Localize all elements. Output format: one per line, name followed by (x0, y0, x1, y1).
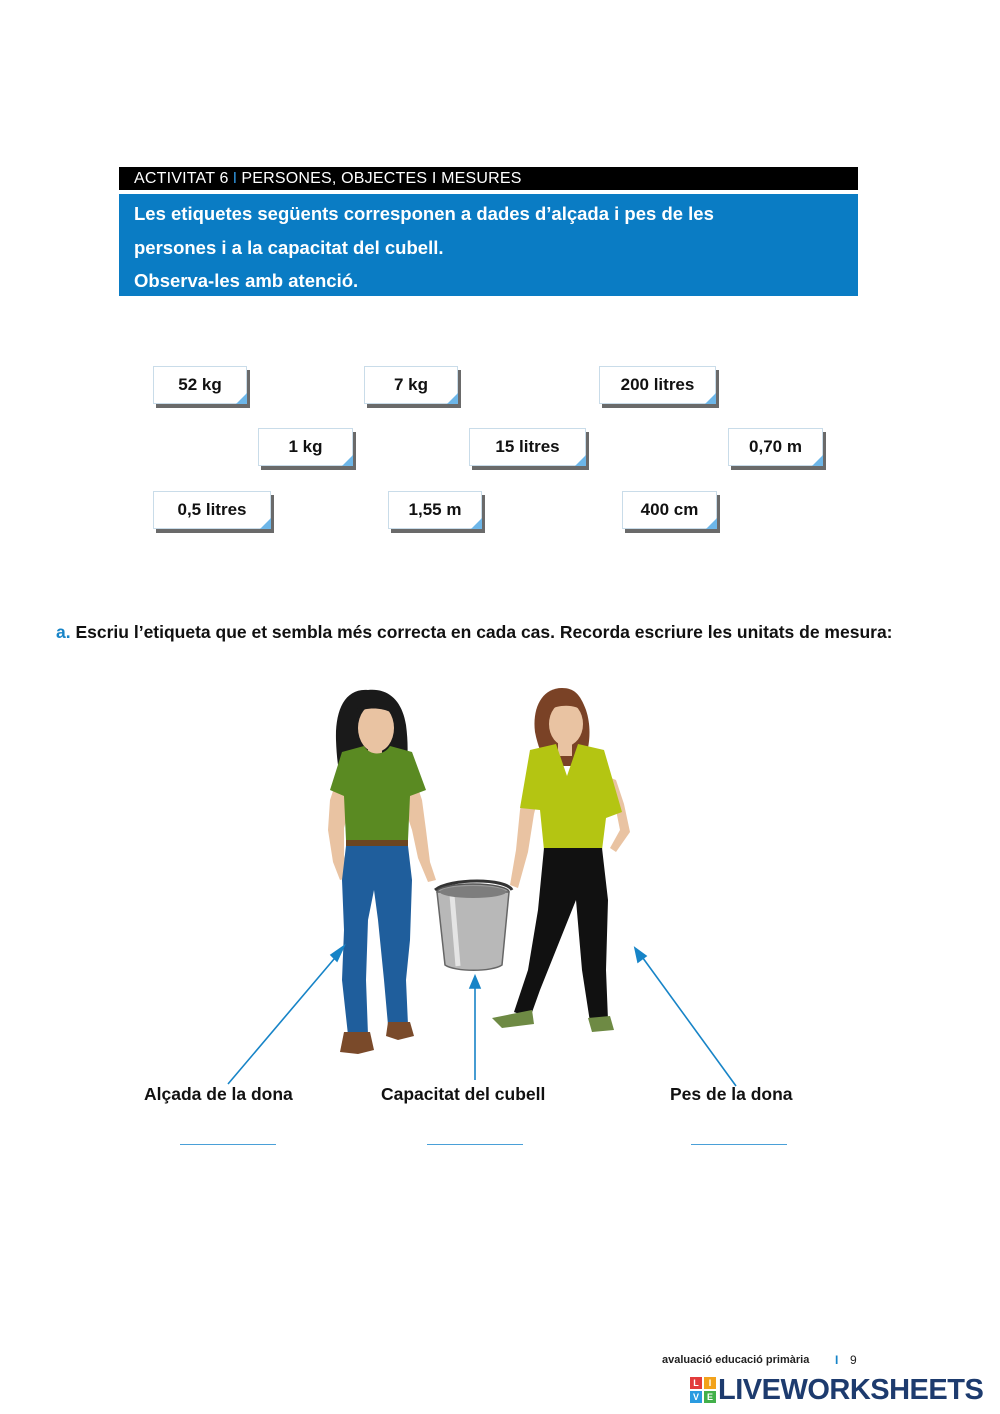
activity-header (119, 167, 858, 190)
intro-line-1: Les etiquetes següents corresponen a dades d’alçada i pes de les (134, 203, 714, 224)
tag-0-5-litres[interactable]: 0,5 litres (153, 491, 271, 529)
answer-line-bucket[interactable] (427, 1144, 523, 1145)
intro-line-2: persones i a la capacitat del cubell. (134, 236, 444, 258)
activity-title: PERSONES, OBJECTES I MESURES (241, 170, 522, 187)
tag-1-55m[interactable]: 1,55 m (388, 491, 482, 529)
question-letter: a. (56, 622, 71, 642)
tag-52kg[interactable]: 52 kg (153, 366, 247, 404)
question-text: Escriu l’etiqueta que et sembla més correcta en cada cas. Recorda escriure les unitats de mesura: (75, 622, 893, 642)
liveworksheets-logo-icon: L I V E (690, 1377, 716, 1403)
answer-line-height[interactable] (180, 1144, 276, 1145)
footer-text: avaluació educació primària (662, 1354, 810, 1366)
tag-0-70m[interactable]: 0,70 m (728, 428, 823, 466)
liveworksheets-logo-text: LIVEWORKSHEETS (718, 1373, 984, 1406)
tag-1kg[interactable]: 1 kg (258, 428, 353, 466)
label-bucket-capacity: Capacitat del cubell (381, 1084, 546, 1104)
woman-left-figure (328, 690, 436, 1054)
activity-number: ACTIVITAT 6 (134, 170, 229, 187)
answer-line-weight[interactable] (691, 1144, 787, 1145)
tag-15-litres[interactable]: 15 litres (469, 428, 586, 466)
woman-right-figure (492, 688, 630, 1032)
two-women-carrying-bucket-illustration (130, 680, 850, 1100)
tag-400cm[interactable]: 400 cm (622, 491, 717, 529)
label-weight: Pes de la dona (670, 1084, 793, 1104)
tag-200-litres[interactable]: 200 litres (599, 366, 716, 404)
intro-line-3: Observa-les amb atenció. (134, 270, 359, 291)
tag-7kg[interactable]: 7 kg (364, 366, 458, 404)
header-separator: I (232, 170, 238, 187)
label-height: Alçada de la dona (144, 1084, 293, 1104)
page-number: 9 (850, 1353, 857, 1367)
bucket (435, 881, 512, 970)
intro-box (119, 194, 858, 296)
question-a (56, 618, 946, 647)
liveworksheets-logo (690, 1374, 983, 1406)
footer-separator: I (835, 1353, 839, 1367)
